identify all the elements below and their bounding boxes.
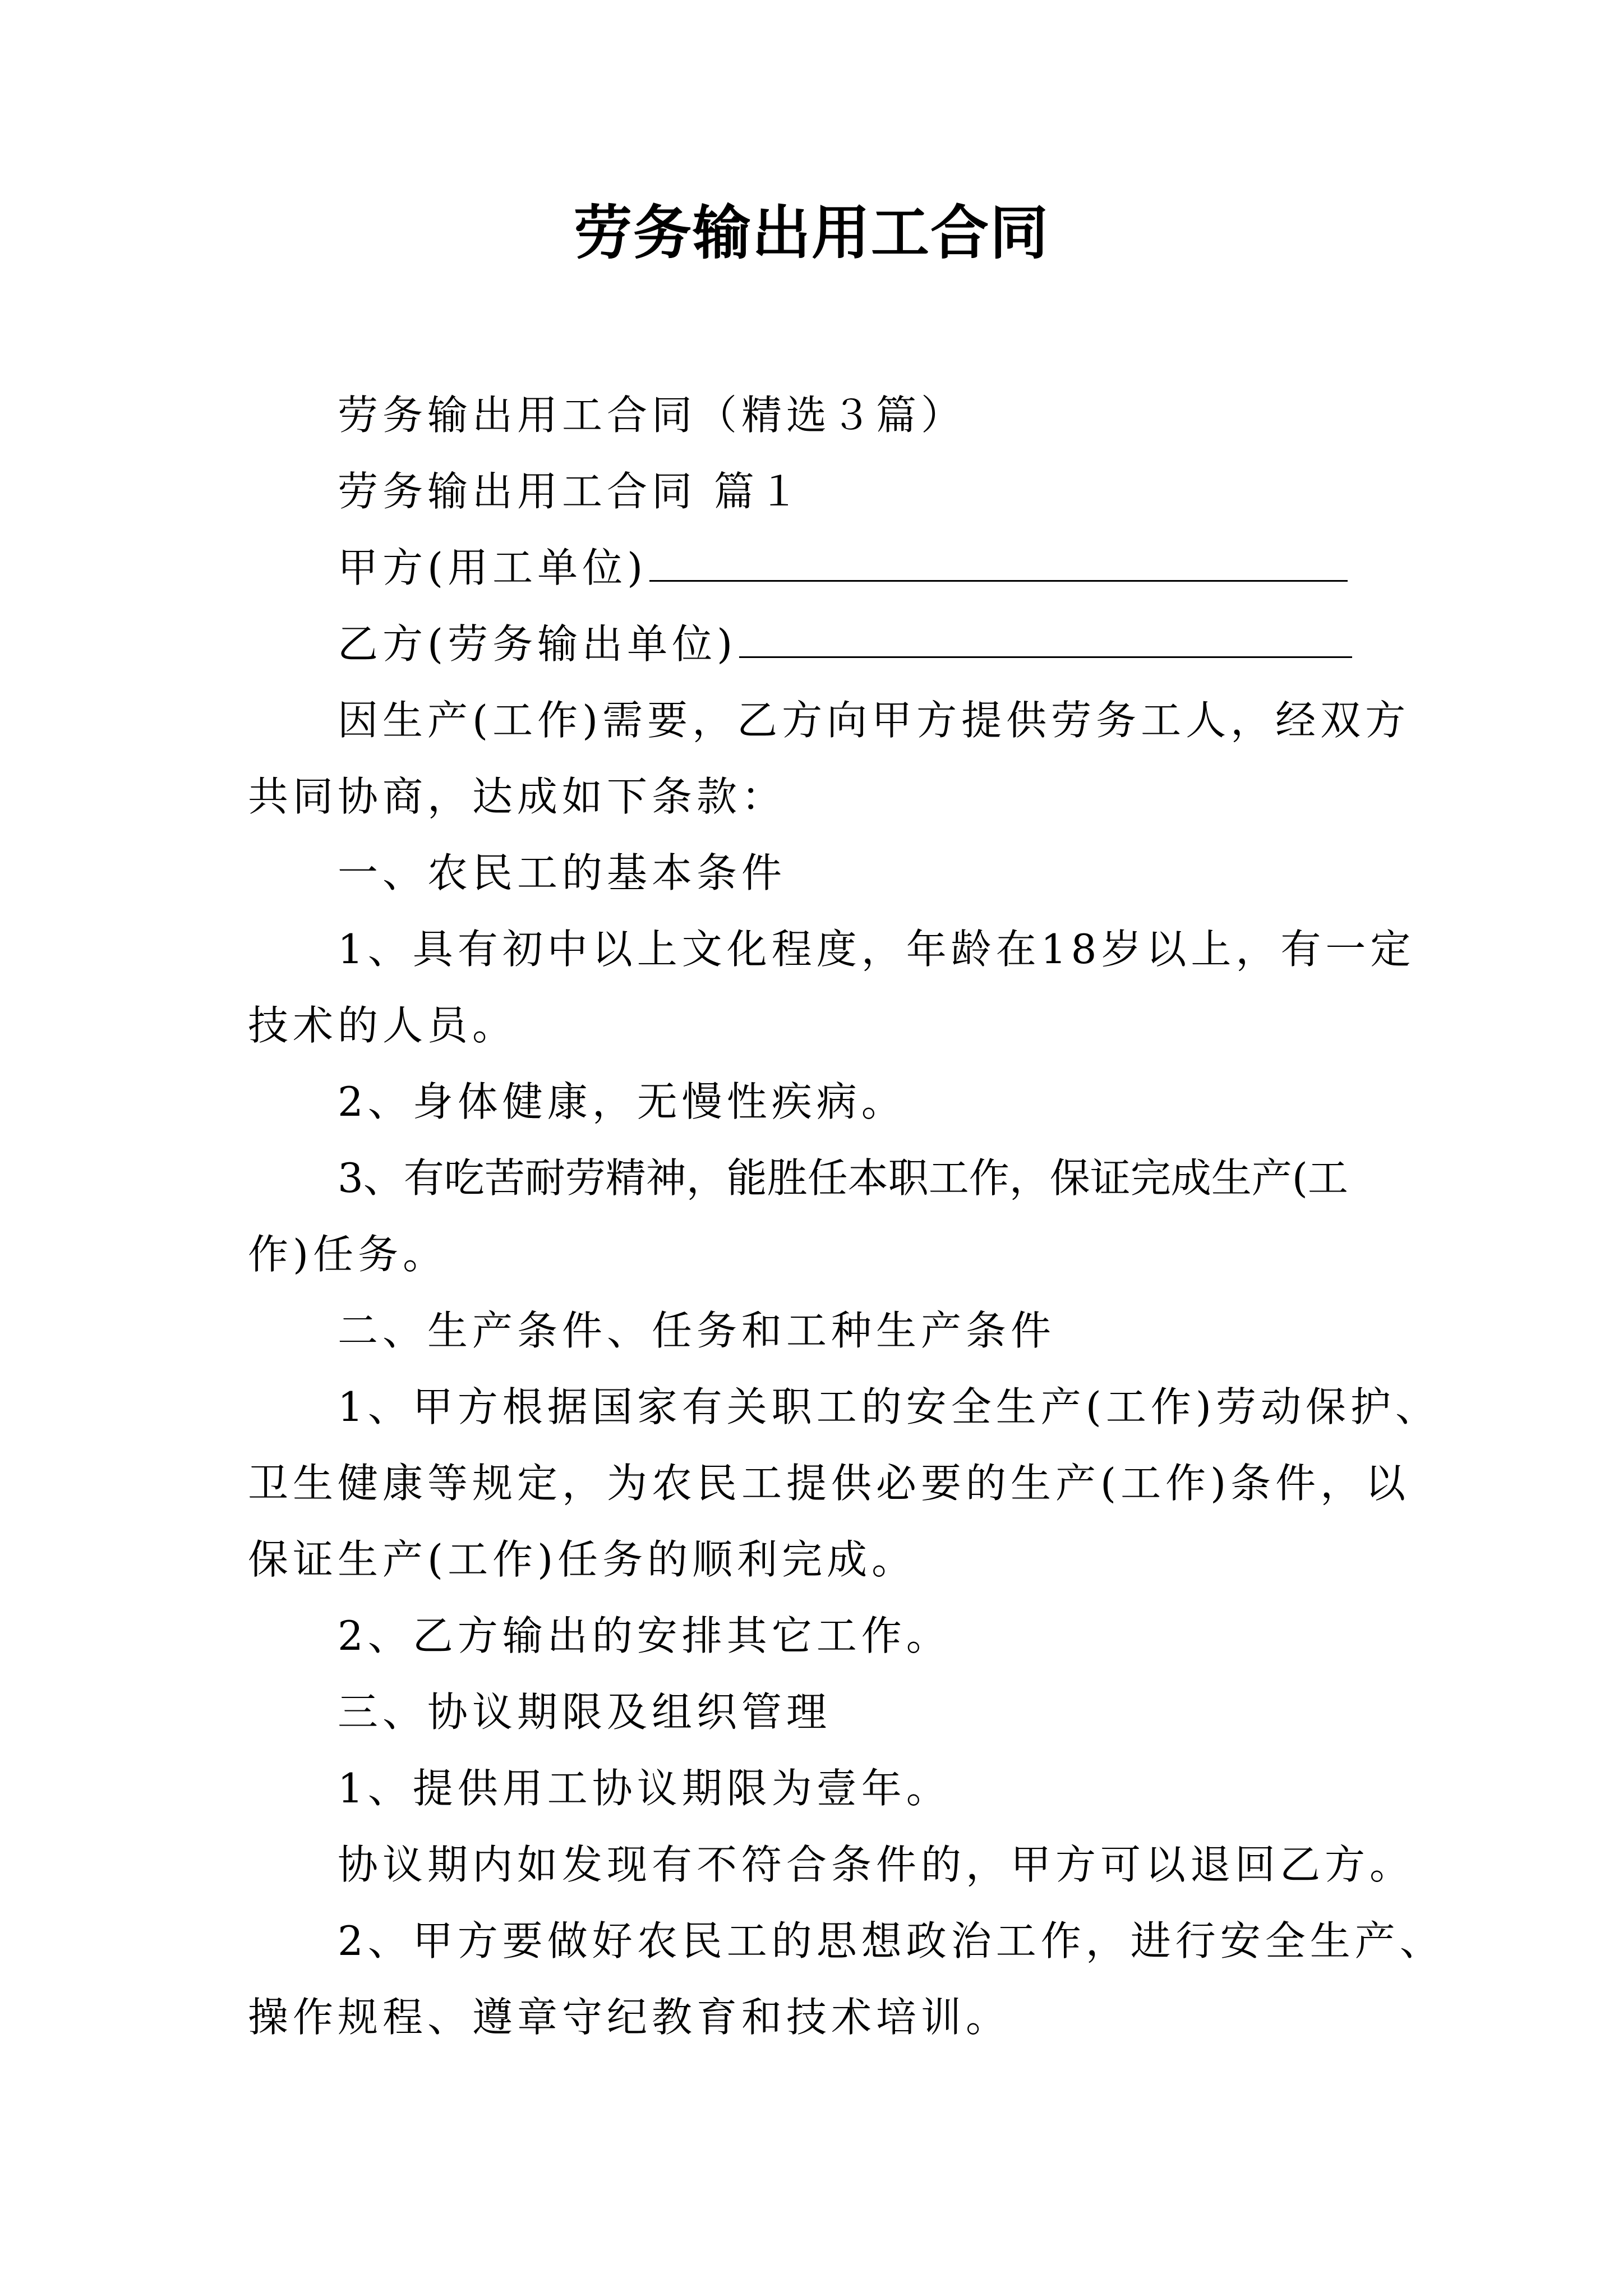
party-b-blank-field [739, 625, 1352, 658]
section-heading: 劳务输出用工合同 篇１ [338, 468, 804, 515]
subtitle-line: 劳务输出用工合同（精选３篇） [338, 392, 966, 439]
party-a-blank-field [649, 549, 1348, 582]
paragraph-line: 2、乙方输出的安排其它工作。 [338, 1612, 951, 1659]
page-title: 劳务输出用工合同 [573, 198, 1049, 267]
paragraph-line: 技术的人员。 [248, 1002, 518, 1049]
paragraph-line: 1、提供用工协议期限为壹年。 [338, 1765, 951, 1812]
paragraph-line: 协议期内如发现有不符合条件的，甲方可以退回乙方。 [338, 1841, 1415, 1888]
party-b-line [248, 606, 1381, 682]
clause-heading: 二、生产条件、任务和工种生产条件 [338, 1307, 1056, 1354]
document-body [248, 377, 1445, 2055]
clause-heading: 一、农民工的基本条件 [338, 849, 787, 896]
paragraph-line: 1、甲方根据国家有关职工的安全生产(工作)劳动保护、 [338, 1383, 1440, 1430]
party-a-label: 甲方(用工单位) [338, 544, 648, 591]
party-a-line [248, 530, 1381, 606]
party-b-label: 乙方(劳务输出单位) [338, 620, 737, 668]
paragraph-line: 作)任务。 [248, 1231, 448, 1278]
paragraph-line: 1、具有初中以上文化程度，年龄在18岁以上，有一定 [338, 926, 1415, 973]
paragraph-line: 卫生健康等规定，为农民工提供必要的生产(工作)条件，以 [248, 1460, 1410, 1507]
paragraph-line: 3、有吃苦耐劳精神，能胜任本职工作，保证完成生产(工 [338, 1154, 1348, 1202]
paragraph-line: 2、身体健康，无慢性疾病。 [338, 1078, 906, 1125]
paragraph-line: 保证生产(工作)任务的顺利完成。 [248, 1536, 917, 1583]
paragraph-line: 操作规程、遵章守纪教育和技术培训。 [248, 1994, 1011, 2041]
paragraph-line: 2、甲方要做好农民工的思想政治工作，进行安全生产、 [338, 1917, 1445, 1964]
paragraph-line: 共同协商，达成如下条款： [248, 773, 787, 820]
clause-heading: 三、协议期限及组织管理 [338, 1688, 832, 1736]
paragraph-line: 因生产(工作)需要，乙方向甲方提供劳务工人，经双方 [338, 697, 1410, 744]
